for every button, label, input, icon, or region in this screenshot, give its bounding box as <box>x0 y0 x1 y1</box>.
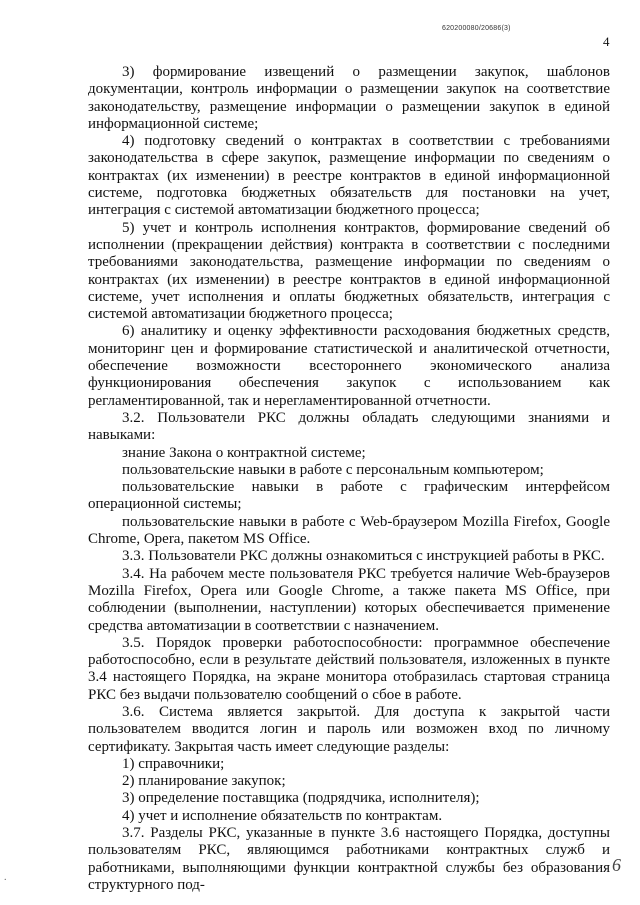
paragraph-3-7: 3.7. Разделы РКС, указанные в пункте 3.6 настоящего Порядка, доступны пользователям РКС, являющимся работниками контрактных служб и работниками, выполняющими функции контрактной службы без образования структурного под- <box>88 825 610 893</box>
skill-item: пользовательские навыки в работе с персональным компьютером; <box>122 461 544 478</box>
skill-item: пользовательские навыки в работе с графическим интерфейсом операционной системы; <box>88 479 610 513</box>
section-list-item: 4) учет и исполнение обязательств по контрактам. <box>122 807 443 824</box>
paragraph-3-2: 3.2. Пользователи РКС должны обладать следующими знаниями и навыками: <box>88 409 610 444</box>
section-list-item: 1) справочники; <box>122 755 225 772</box>
paragraph-item-4: 4) подготовку сведений о контрактах в соответствии с требованиями законодательства в сфере закупок, размещение информации по сведениям о контрактах (их изменении) в реестре контрактов в единой информационной системе, подготовка бюджетных обязательств для постановки на учет, интеграция с системой автоматизации бюджетного процесса; <box>88 133 610 219</box>
paragraph-item-5: 5) учет и контроль исполнения контрактов, формирование сведений об исполнении (прекращении действия) контракта в соответствии с последними требованиями законодательства, размещение информации по сведениям о контрактах (их изменении) в реестре контрактов в единой информационной системе, учет исполнения и оплаты бюджетных обязательств, интеграция с системой автоматизации бюджетного процесса; <box>88 219 610 323</box>
paragraph-item-6: 6) аналитику и оценку эффективности расходования бюджетных средств, мониторинг цен и формирование статистической и аналитической отчетности, обеспечение возможности всестороннего экономического анализа функционирования обеспечения закупок с использованием как регламентированной, так и нерегламентированной отчетности. <box>88 323 610 409</box>
paragraph-3-6: 3.6. Система является закрытой. Для доступа к закрытой части пользователем вводится логин и пароль или возможен вход по личному сертификату. Закрытая часть имеет следующие разделы: <box>88 703 610 755</box>
section-list-item: 3) определение поставщика (подрядчика, исполнителя); <box>122 790 480 807</box>
paragraph-3-4: 3.4. На рабочем месте пользователя РКС требуется наличие Web-браузеров Mozilla Firefox, Opera или Google Chrome, а также пакета MS Office, при соблюдении (выполнении, наступлении) которых обеспечивается применение средства автоматизации в соответствии с назначением. <box>88 565 610 634</box>
document-body <box>88 64 610 894</box>
page-number: 4 <box>603 34 610 49</box>
document-code: 620200080/20686(3) <box>442 25 511 32</box>
margin-dot: . <box>4 872 7 883</box>
paragraph-item-3: 3) формирование извещений о размещении закупок, шаблонов документации, контроль информации о размещении закупок на соответствие законодательству, размещение информации о размещении закупок в единой информационной системе; <box>88 64 610 132</box>
paragraph-3-3: 3.3. Пользователи РКС должны ознакомиться с инструкцией работы в РКС. <box>122 548 605 565</box>
skill-item: пользовательские навыки в работе с Web-браузером Mozilla Firefox, Google Chrome, Opera, пакетом MS Office. <box>88 513 610 548</box>
section-list-item: 2) планирование закупок; <box>122 773 286 790</box>
skill-item: знание Закона о контрактной системе; <box>122 444 366 461</box>
handwritten-mark: 6 <box>612 855 621 875</box>
paragraph-3-5: 3.5. Порядок проверки работоспособности: программное обеспечение работоспособно, если в результате действий пользователя, изложенных в пункте 3.4 настоящего Порядка, на экране монитора отобразилась стартовая страница РКС без выдачи пользователю сообщений о сбое в работе. <box>88 634 610 703</box>
